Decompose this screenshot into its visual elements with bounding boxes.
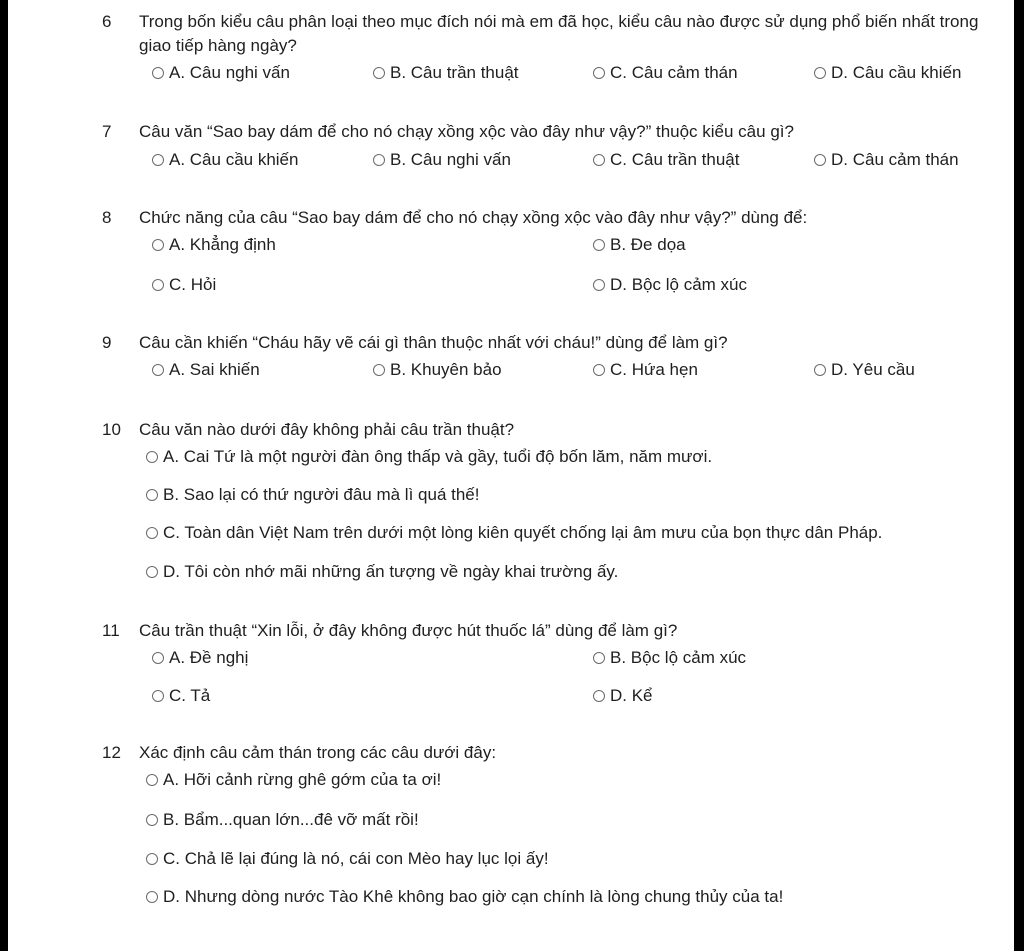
q8-option-a[interactable] — [152, 234, 276, 256]
option-label: C. Câu cảm thán — [610, 63, 738, 82]
q7-option-c[interactable] — [593, 149, 739, 171]
q11-option-b[interactable] — [593, 647, 746, 669]
question-text: Câu văn nào dưới đây không phải câu trần thuật? — [139, 420, 515, 439]
option-label: C. Tả — [169, 686, 211, 705]
q6-option-c[interactable] — [593, 62, 738, 84]
option-label: B. Câu trần thuật — [390, 63, 519, 82]
q9-option-a[interactable] — [152, 359, 260, 381]
radio-icon[interactable] — [146, 891, 158, 903]
radio-icon[interactable] — [814, 154, 826, 166]
radio-icon[interactable] — [373, 364, 385, 376]
radio-icon[interactable] — [593, 239, 605, 251]
question-number: 9 — [102, 333, 112, 352]
q6-option-a[interactable] — [152, 62, 290, 84]
option-label: B. Sao lại có thứ người đâu mà lì quá thế! — [163, 485, 480, 504]
q12-option-b[interactable] — [146, 809, 419, 831]
radio-icon[interactable] — [814, 67, 826, 79]
radio-icon[interactable] — [373, 154, 385, 166]
radio-icon[interactable] — [152, 154, 164, 166]
q12-option-c[interactable] — [146, 848, 549, 870]
q11-option-a[interactable] — [152, 647, 248, 669]
option-label: A. Hỡi cảnh rừng ghê gớm của ta ơi! — [163, 770, 442, 789]
q7-option-b[interactable] — [373, 149, 511, 171]
radio-icon[interactable] — [146, 853, 158, 865]
q10-option-d[interactable] — [146, 561, 618, 583]
radio-icon[interactable] — [146, 527, 158, 539]
option-label: D. Kể — [610, 686, 653, 705]
question-number: 12 — [102, 743, 121, 762]
option-label: A. Câu nghi vấn — [169, 63, 290, 82]
question-number: 10 — [102, 420, 121, 439]
option-label: D. Câu cầu khiến — [831, 63, 962, 82]
option-label: D. Câu cảm thán — [831, 150, 959, 169]
radio-icon[interactable] — [146, 774, 158, 786]
option-label: D. Bộc lộ cảm xúc — [610, 275, 747, 294]
q12-option-d[interactable] — [146, 886, 783, 908]
radio-icon[interactable] — [152, 279, 164, 291]
question-number: 6 — [102, 12, 112, 31]
option-label: B. Khuyên bảo — [390, 360, 502, 379]
q9-option-c[interactable] — [593, 359, 698, 381]
q11-option-c[interactable] — [152, 685, 210, 707]
radio-icon[interactable] — [152, 239, 164, 251]
q7-option-d[interactable] — [814, 149, 959, 171]
radio-icon[interactable] — [593, 67, 605, 79]
option-label: A. Đề nghị — [169, 648, 249, 667]
option-label: C. Câu trần thuật — [610, 150, 740, 169]
radio-icon[interactable] — [152, 690, 164, 702]
question-text: Xác định câu cảm thán trong các câu dưới đây: — [139, 743, 497, 762]
option-label: B. Bộc lộ cảm xúc — [610, 648, 747, 667]
radio-icon[interactable] — [152, 652, 164, 664]
radio-icon[interactable] — [146, 566, 158, 578]
q7-option-a[interactable] — [152, 149, 298, 171]
radio-icon[interactable] — [146, 451, 158, 463]
option-label: A. Câu cầu khiến — [169, 150, 299, 169]
radio-icon[interactable] — [593, 364, 605, 376]
radio-icon[interactable] — [593, 279, 605, 291]
q10-option-c[interactable] — [146, 522, 882, 544]
option-label: A. Cai Tứ là một người đàn ông thấp và gầy, tuổi độ bốn lăm, năm mươi. — [163, 447, 713, 466]
radio-icon[interactable] — [146, 489, 158, 501]
question-text: Chức năng của câu “Sao bay dám để cho nó chạy xồng xộc vào đây như vậy?” dùng để: — [139, 208, 808, 227]
q12-option-a[interactable] — [146, 769, 441, 791]
q8-option-c[interactable] — [152, 274, 216, 296]
option-label: A. Sai khiến — [169, 360, 260, 379]
radio-icon[interactable] — [593, 690, 605, 702]
q6-option-d[interactable] — [814, 62, 961, 84]
radio-icon[interactable] — [814, 364, 826, 376]
right-edge-bar — [1014, 0, 1024, 951]
question-text: Câu trần thuật “Xin lỗi, ở đây không được hút thuốc lá” dùng để làm gì? — [139, 621, 678, 640]
question-text: Câu văn “Sao bay dám để cho nó chạy xồng xộc vào đây như vậy?” thuộc kiểu câu gì? — [139, 122, 794, 141]
option-label: D. Yêu cầu — [831, 360, 915, 379]
radio-icon[interactable] — [146, 814, 158, 826]
q10-option-a[interactable] — [146, 446, 712, 468]
q11-option-d[interactable] — [593, 685, 653, 707]
q8-option-b[interactable] — [593, 234, 686, 256]
option-label: B. Bẩm...quan lớn...đê vỡ mất rồi! — [163, 810, 419, 829]
option-label: C. Hỏi — [169, 275, 217, 294]
option-label: C. Chả lẽ lại đúng là nó, cái con Mèo hay lục lọi ấy! — [163, 849, 549, 868]
q9-option-d[interactable] — [814, 359, 915, 381]
radio-icon[interactable] — [593, 652, 605, 664]
option-label: C. Toàn dân Việt Nam trên dưới một lòng kiên quyết chống lại âm mưu của bọn thực dân Pháp. — [163, 523, 883, 542]
left-edge-bar — [0, 0, 8, 951]
option-label: D. Tôi còn nhớ mãi những ấn tượng về ngày khai trường ấy. — [163, 562, 619, 581]
radio-icon[interactable] — [593, 154, 605, 166]
option-label: B. Đe dọa — [610, 235, 686, 254]
radio-icon[interactable] — [373, 67, 385, 79]
q8-option-d[interactable] — [593, 274, 747, 296]
question-number: 8 — [102, 208, 112, 227]
q6-option-b[interactable] — [373, 62, 519, 84]
option-label: D. Nhưng dòng nước Tào Khê không bao giờ cạn chính là lòng chung thủy của ta! — [163, 887, 784, 906]
q10-option-b[interactable] — [146, 484, 479, 506]
option-label: C. Hứa hẹn — [610, 360, 698, 379]
question-text: Câu cần khiến “Cháu hãy vẽ cái gì thân thuộc nhất với cháu!” dùng để làm gì? — [139, 333, 728, 352]
option-label: A. Khẳng định — [169, 235, 276, 254]
radio-icon[interactable] — [152, 364, 164, 376]
question-number: 7 — [102, 122, 112, 141]
question-text: Trong bốn kiểu câu phân loại theo mục đích nói mà em đã học, kiểu câu nào được sử dụng phổ biến nhất trong giao tiếp hàng ngày? — [139, 12, 979, 55]
question-number: 11 — [102, 621, 120, 640]
q9-option-b[interactable] — [373, 359, 502, 381]
radio-icon[interactable] — [152, 67, 164, 79]
option-label: B. Câu nghi vấn — [390, 150, 511, 169]
